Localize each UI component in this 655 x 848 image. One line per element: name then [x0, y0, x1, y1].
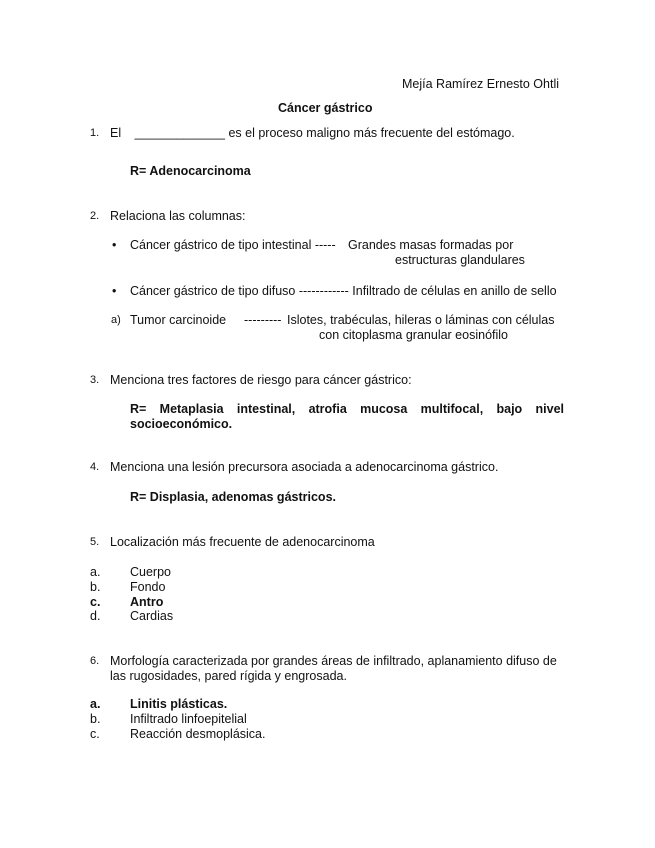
- option-letter: d.: [90, 609, 101, 623]
- bullet-marker: •: [112, 238, 117, 252]
- match-item-dashes: ---------: [244, 313, 282, 327]
- question-number: 4.: [90, 461, 100, 473]
- question-number: 2.: [90, 210, 100, 222]
- option-letter: a.: [90, 565, 101, 579]
- option-letter: c.: [90, 727, 100, 741]
- option-text: Cuerpo: [130, 565, 171, 579]
- question-4-text: Menciona una lesión precursora asociada a adenocarcinoma gástrico.: [110, 460, 499, 474]
- question-number: 3.: [90, 374, 100, 386]
- document-title: Cáncer gástrico: [278, 101, 373, 115]
- option-letter: b.: [90, 712, 101, 726]
- match-item-left: Cáncer gástrico de tipo intestinal -----: [130, 238, 336, 252]
- question-5-text: Localización más frecuente de adenocarcinoma: [110, 535, 375, 549]
- match-item-right: Islotes, trabéculas, hileras o láminas con células: [287, 313, 555, 327]
- match-item-right-cont: estructuras glandulares: [395, 253, 525, 267]
- question-4-answer: R= Displasia, adenomas gástricos.: [130, 490, 336, 504]
- option-text: Fondo: [130, 580, 166, 594]
- option-letter-correct: a.: [90, 697, 101, 711]
- option-letter: b.: [90, 580, 101, 594]
- list-marker: a): [111, 314, 121, 326]
- question-2-text: Relaciona las columnas:: [110, 209, 246, 223]
- option-text: Infiltrado linfoepitelial: [130, 712, 247, 726]
- question-6-text: Morfología caracterizada por grandes áreas de infiltrado, aplanamiento difuso de: [110, 654, 557, 668]
- author-name: Mejía Ramírez Ernesto Ohtli: [402, 77, 559, 91]
- question-1-blank: _____________: [134, 126, 225, 140]
- question-number: 6.: [90, 655, 100, 667]
- question-3-answer: R= Metaplasia intestinal, atrofia mucosa multifocal, bajo nivel: [130, 402, 564, 416]
- match-item-right-cont: con citoplasma granular eosinófilo: [319, 328, 508, 342]
- match-item-left: Tumor carcinoide: [130, 313, 227, 327]
- match-item-right: Grandes masas formadas por: [348, 238, 514, 252]
- question-number: 5.: [90, 536, 100, 548]
- option-text: Reacción desmoplásica.: [130, 727, 266, 741]
- question-3-text: Menciona tres factores de riesgo para cáncer gástrico:: [110, 373, 412, 387]
- option-text-correct: Antro: [130, 595, 164, 609]
- option-letter-correct: c.: [90, 595, 101, 609]
- option-text-correct: Linitis plásticas.: [130, 697, 228, 711]
- question-1-post: es el proceso maligno más frecuente del estómago.: [228, 126, 515, 140]
- bullet-marker: •: [112, 284, 117, 298]
- question-1-pre: El: [110, 126, 122, 140]
- match-item-line: Cáncer gástrico de tipo difuso ------------ Infiltrado de células en anillo de sello: [130, 284, 557, 298]
- question-6-text-cont: las rugosidades, pared rígida y engrosada.: [110, 669, 347, 683]
- question-1-answer: R= Adenocarcinoma: [130, 164, 251, 178]
- question-3-answer-cont: socioeconómico.: [130, 417, 233, 431]
- option-text: Cardias: [130, 609, 174, 623]
- question-1-text: [110, 126, 515, 140]
- question-number: 1.: [90, 127, 100, 139]
